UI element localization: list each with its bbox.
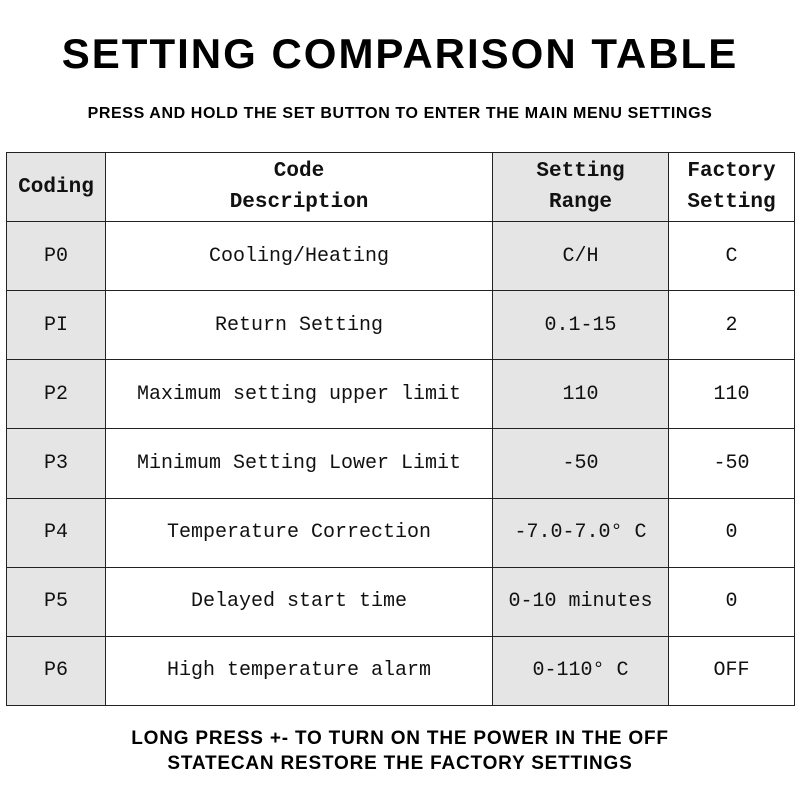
cell-range: 0-10 minutes	[493, 567, 669, 636]
cell-factory: C	[669, 222, 795, 291]
cell-factory: 0	[669, 567, 795, 636]
cell-description: Temperature Correction	[106, 498, 493, 567]
header-range-line2: Range	[548, 191, 612, 214]
cell-range: -50	[493, 429, 669, 498]
cell-description: Cooling/Heating	[106, 222, 493, 291]
cell-range: C/H	[493, 222, 669, 291]
cell-range: 0.1-15	[493, 291, 669, 360]
table-header-row	[7, 153, 795, 222]
header-code-line2: Description	[229, 191, 369, 214]
page-title: SETTING COMPARISON TABLE	[61, 30, 739, 77]
cell-code: P4	[7, 498, 106, 567]
table-row	[7, 222, 795, 291]
header-factory-line1: Factory	[687, 160, 776, 183]
settings-table	[6, 152, 795, 706]
cell-code: P6	[7, 636, 106, 705]
table-row	[7, 498, 795, 567]
page-subtitle: PRESS AND HOLD THE SET BUTTON TO ENTER THE MAIN MENU SETTINGS	[87, 105, 713, 122]
cell-range: 0-110° C	[493, 636, 669, 705]
cell-description: High temperature alarm	[106, 636, 493, 705]
header-code-description	[106, 153, 493, 222]
cell-code: P3	[7, 429, 106, 498]
table-row	[7, 429, 795, 498]
footer-note	[0, 726, 800, 776]
cell-factory: -50	[669, 429, 795, 498]
cell-factory: 0	[669, 498, 795, 567]
header-factory-setting	[669, 153, 795, 222]
cell-code: P0	[7, 222, 106, 291]
table-row	[7, 567, 795, 636]
footer-line2: STATECAN RESTORE THE FACTORY SETTINGS	[167, 753, 633, 774]
cell-description: Return Setting	[106, 291, 493, 360]
cell-description: Delayed start time	[106, 567, 493, 636]
table-row	[7, 291, 795, 360]
cell-range: 110	[493, 360, 669, 429]
header-setting-range	[493, 153, 669, 222]
cell-code: P5	[7, 567, 106, 636]
cell-description: Minimum Setting Lower Limit	[106, 429, 493, 498]
cell-range: -7.0-7.0° C	[493, 498, 669, 567]
header-range-line1: Setting	[536, 160, 625, 183]
cell-description: Maximum setting upper limit	[106, 360, 493, 429]
table-row	[7, 360, 795, 429]
cell-code: PI	[7, 291, 106, 360]
footer-line1: LONG PRESS +- TO TURN ON THE POWER IN THE OFF	[131, 728, 669, 749]
cell-factory: OFF	[669, 636, 795, 705]
table-row	[7, 636, 795, 705]
cell-factory: 2	[669, 291, 795, 360]
header-coding	[7, 153, 106, 222]
header-factory-line2: Setting	[687, 191, 776, 214]
header-code-line1: Code	[273, 160, 325, 183]
header-coding-label: Coding	[18, 175, 94, 199]
cell-code: P2	[7, 360, 106, 429]
cell-factory: 110	[669, 360, 795, 429]
